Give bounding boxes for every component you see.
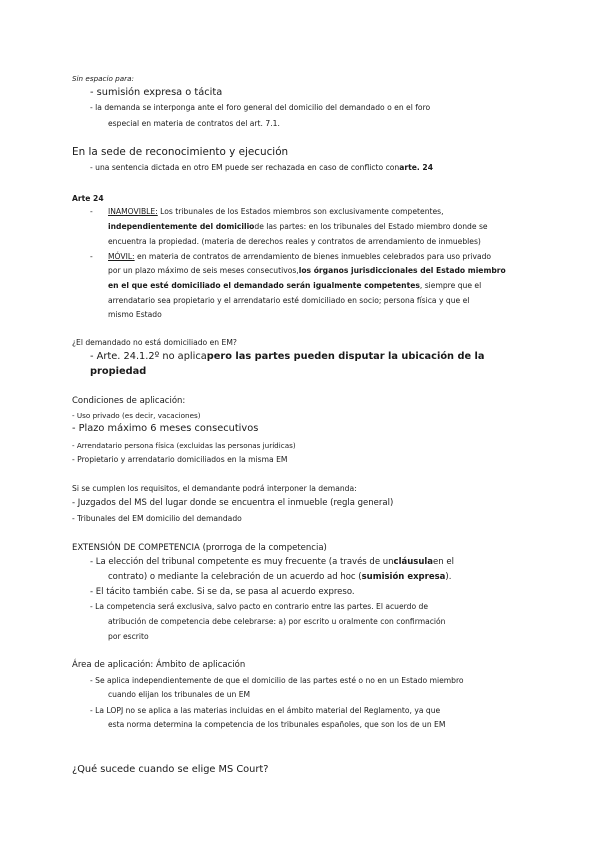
demandado-item <box>90 351 484 362</box>
inamovible-line-2-text: de las partes: en los tribunales del Estado miembro donde se <box>254 222 488 231</box>
sin-espacio-label: Sin espacio para: <box>72 74 134 83</box>
movil-line-2-bold: los órganos jurisdiccionales del Estado miembro <box>298 266 506 275</box>
condiciones-note-2: - Arrendatario persona física (excluidas las personas jurídicas) <box>72 441 296 450</box>
inamovible-line-3: encuentra la propiedad. (materia de derechos reales y contratos de arrendamiento de inmuebles) <box>108 237 481 246</box>
inamovible-line-2-bold: independientemente del domicilio <box>108 222 255 231</box>
movil-line-3-text: , siempre que el <box>419 281 482 290</box>
demandado-item-bold: pero las partes pueden disputar la ubicación de la <box>206 351 485 362</box>
area-item-2-line-2: esta norma determina la competencia de los tribunales españoles, que son los de un EM <box>108 720 446 729</box>
inamovible-term: INAMOVIBLE: <box>108 207 158 216</box>
extension-item-1-line-1 <box>90 557 454 567</box>
extension-item-1-line-2 <box>108 572 451 582</box>
sede-item-text: - una sentencia dictada en otro EM puede ser rechazada en caso de conflicto con <box>90 163 400 172</box>
movil-line-3-bold: en el que esté domiciliado el demandado serán igualmente competentes <box>108 281 420 290</box>
extension-item-1-line-2-bold: sumisión expresa <box>361 572 446 582</box>
extension-item-1-end: en el <box>433 557 454 567</box>
extension-item-3-line-2: atribución de competencia debe celebrarse: a) por escrito u oralmente con confirmación <box>108 617 446 626</box>
sede-heading: En la sede de reconocimiento y ejecución <box>72 146 289 158</box>
area-item-1-line-2: cuando elijan los tribunales de un EM <box>108 690 251 699</box>
sede-item-bold: arte. 24 <box>399 163 433 172</box>
area-item-2-line-1: - La LOPJ no se aplica a las materias incluidas en el ámbito material del Reglamento, ya que <box>90 706 441 715</box>
movil-line-1-text: en materia de contratos de arrendamiento de bienes inmuebles celebrados para uso privado <box>134 252 492 261</box>
extension-item-1-text: - La elección del tribunal competente es muy frecuente (a través de un <box>90 557 394 567</box>
extension-heading: EXTENSIÓN DE COMPETENCIA (prorroga de la competencia) <box>72 543 327 553</box>
sede-item <box>90 163 433 172</box>
movil-line-1 <box>108 252 491 261</box>
condiciones-item-1: - Plazo máximo 6 meses consecutivos <box>72 423 259 434</box>
sin-espacio-item-1: - sumisión expresa o tácita <box>90 87 223 98</box>
requisitos-item-1: - Juzgados del MS del lugar donde se encuentra el inmueble (regla general) <box>72 498 394 508</box>
condiciones-item-2: - Propietario y arrendatario domiciliados en la misma EM <box>72 455 288 464</box>
final-question: ¿Qué sucede cuando se elige MS Court? <box>72 764 269 775</box>
movil-term: MÓVIL: <box>108 252 135 261</box>
movil-line-3 <box>108 281 481 290</box>
inamovible-line-2 <box>108 222 488 231</box>
condiciones-heading: Condiciones de aplicación: <box>72 396 186 406</box>
movil-line-5: mismo Estado <box>108 310 162 319</box>
arte24-heading: Arte 24 <box>72 194 104 203</box>
extension-item-1-bold: cláusula <box>393 557 434 567</box>
demandado-question: ¿El demandado no está domiciliado en EM? <box>72 338 237 347</box>
demandado-item-line-2: propiedad <box>90 366 147 377</box>
extension-item-2: - El tácito también cabe. Si se da, se pasa al acuerdo expreso. <box>90 587 355 597</box>
inamovible-bullet: - <box>90 207 93 216</box>
extension-item-3-line-3: por escrito <box>108 632 149 641</box>
inamovible-line-1 <box>108 207 444 216</box>
extension-item-1-line-2-text: contrato) o mediante la celebración de un acuerdo ad hoc ( <box>108 572 362 582</box>
requisitos-item-2: - Tribunales del EM domicilio del demandado <box>72 514 242 523</box>
demandado-item-text: - Arte. 24.1.2º no aplica <box>90 351 207 362</box>
movil-line-2 <box>108 266 506 275</box>
extension-item-3-line-1: - La competencia será exclusiva, salvo pacto en contrario entre las partes. El acuerdo de <box>90 602 429 611</box>
condiciones-note-1: - Uso privado (es decir, vacaciones) <box>72 411 201 420</box>
movil-line-4: arrendatario sea propietario y el arrendatario esté domiciliado en socio; persona física y que el <box>108 296 470 305</box>
area-item-1-line-1: - Se aplica independientemente de que el domicilio de las partes esté o no en un Estado miembro <box>90 676 464 685</box>
inamovible-line-1-text: Los tribunales de los Estados miembros son exclusivamente competentes, <box>157 207 444 216</box>
extension-item-1-line-2-end: ). <box>445 572 452 582</box>
sin-espacio-item-2-line-2: especial en materia de contratos del art. 7.1. <box>108 119 280 128</box>
movil-bullet: - <box>90 252 93 261</box>
movil-line-2-text: por un plazo máximo de seis meses consecutivos, <box>108 266 299 275</box>
sin-espacio-item-2-line-1: - la demanda se interponga ante el foro general del domicilio del demandado o en el foro <box>90 103 431 112</box>
requisitos-intro: Si se cumplen los requisitos, el demandante podrá interponer la demanda: <box>72 484 357 493</box>
area-heading: Área de aplicación: Ámbito de aplicación <box>72 660 246 670</box>
